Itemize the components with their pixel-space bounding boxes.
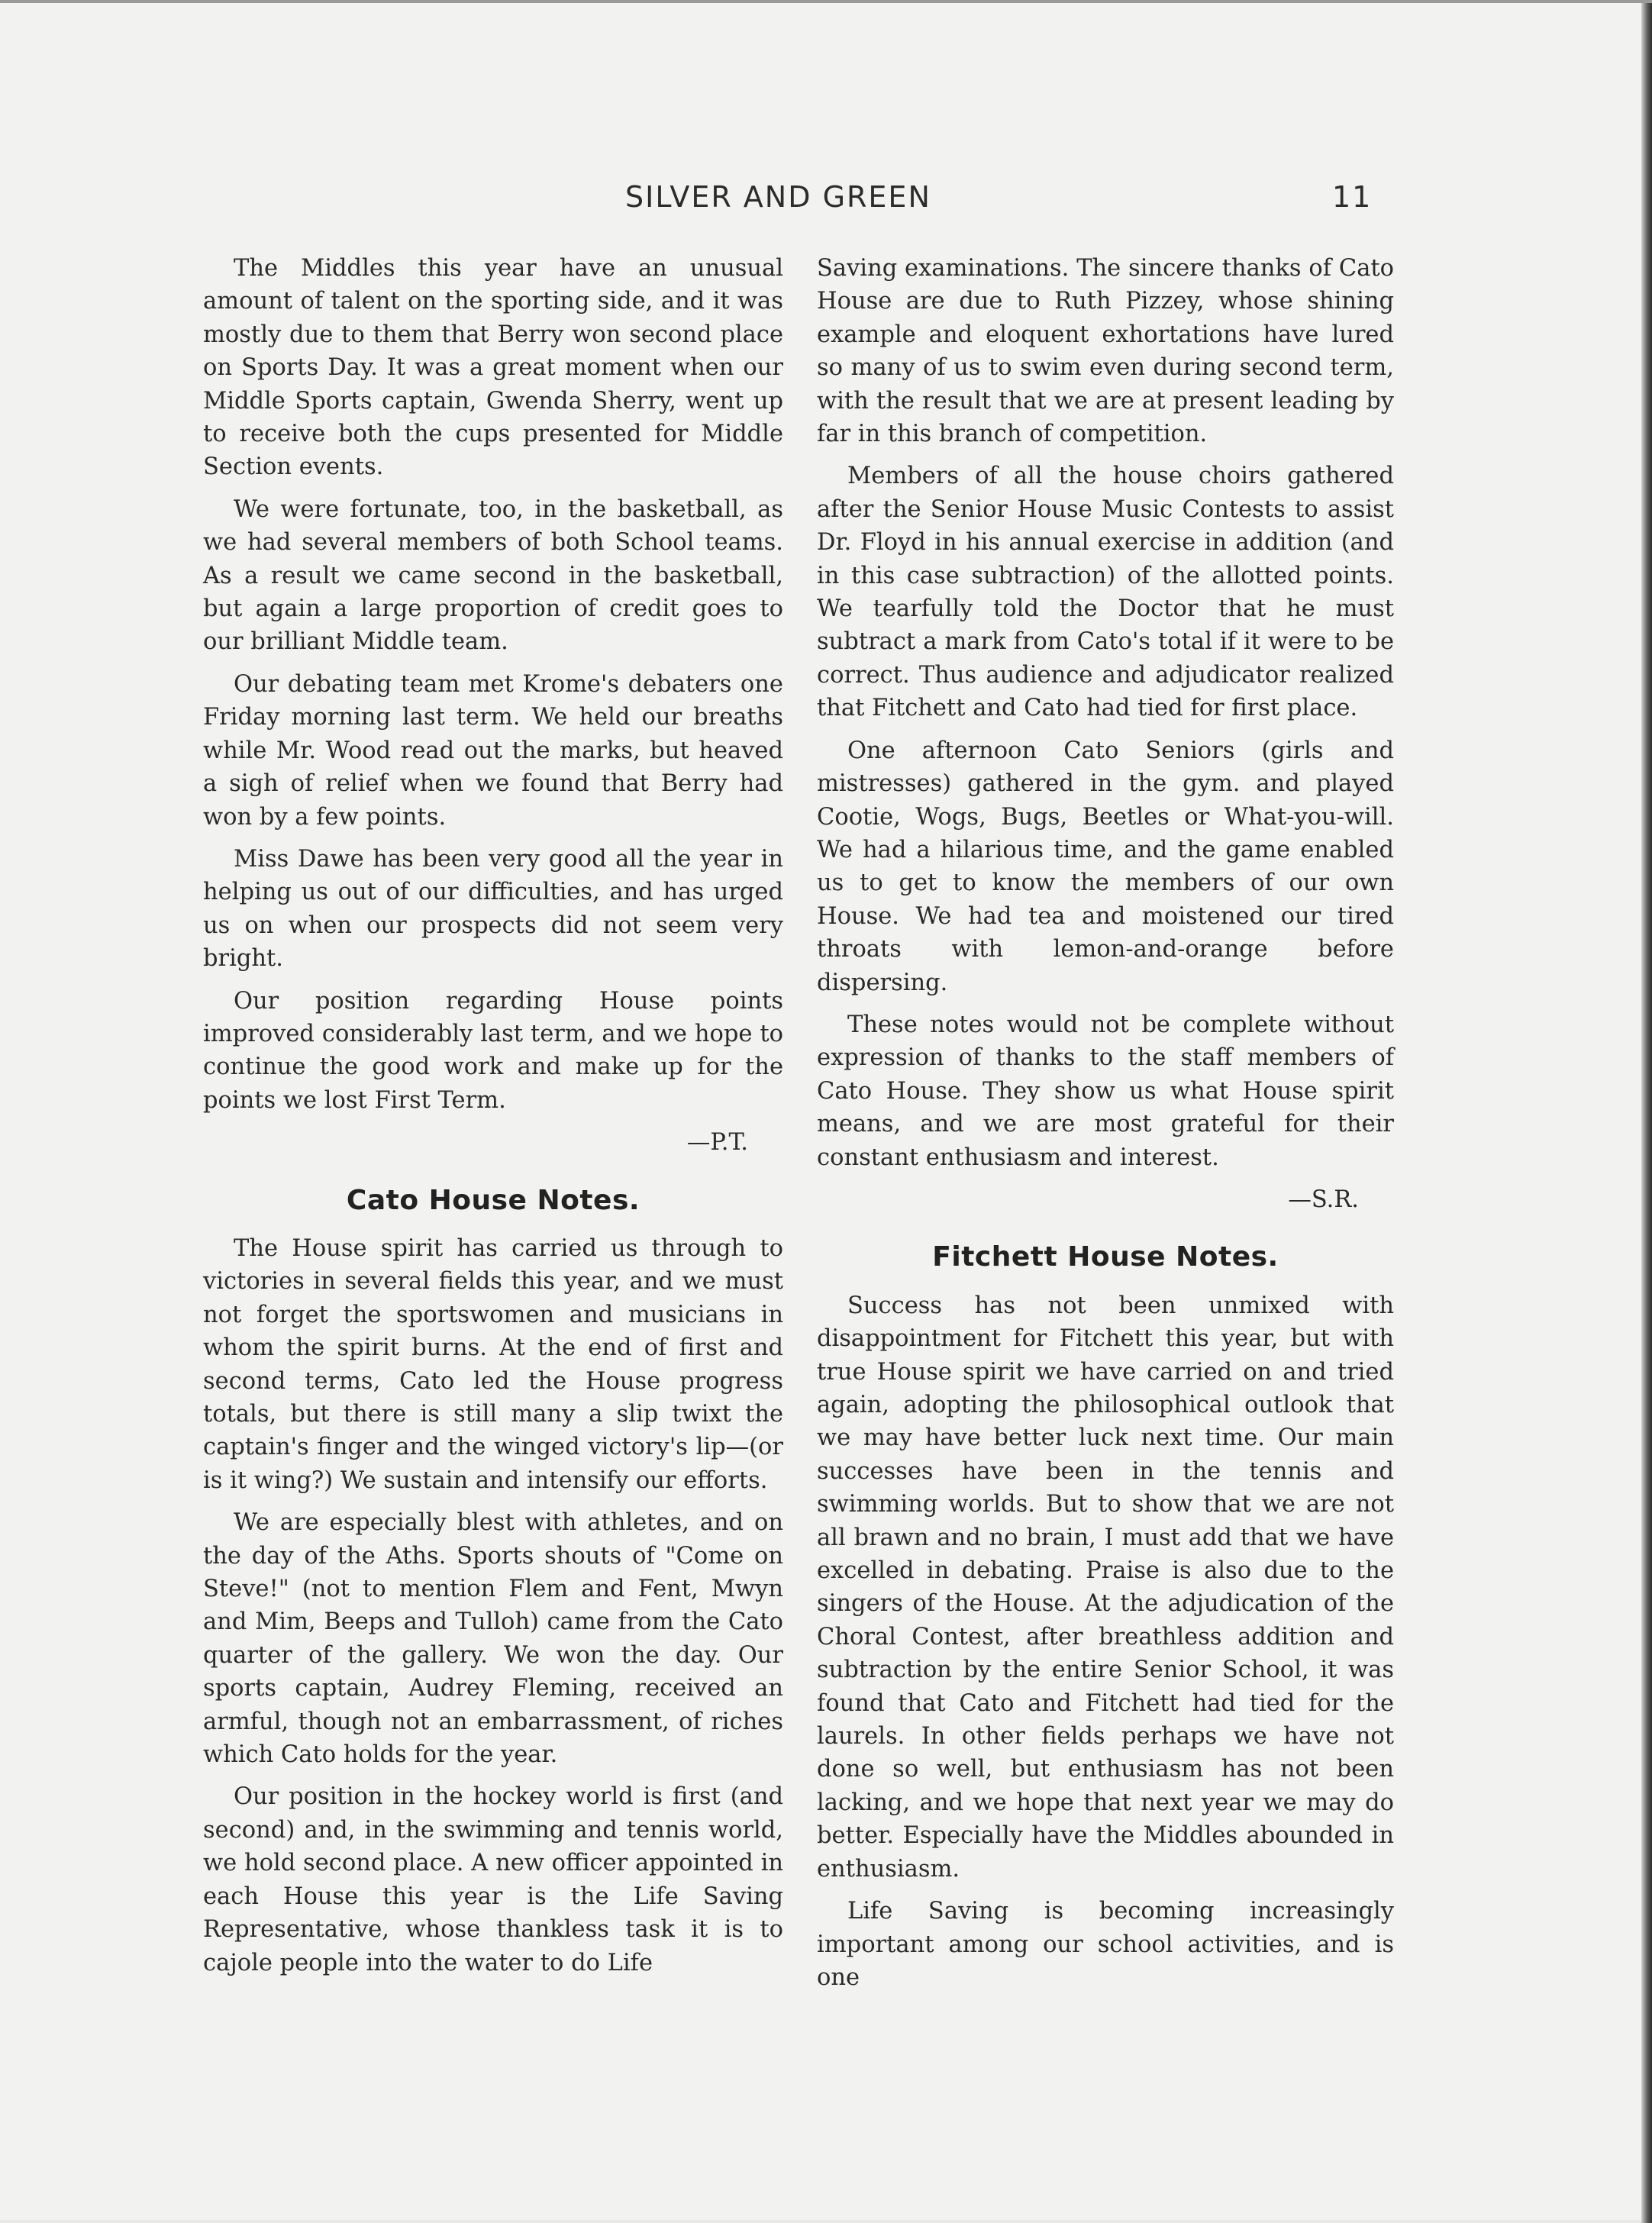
berry-paragraph-5: Our position regarding House points improved considerably last term, and we hope to continue the good work and make up for the points we lost First Term. [203, 987, 783, 1114]
cato-paragraph-5: One afternoon Cato Seniors (girls and mistresses) gathered in the gym. and played Cootie, Wogs, Bugs, Beetles or What-you-will. We had a hilarious time, and the game enabled us to get to know the members of our own House. We had tea and moistened our tired throats with lemon-and-orange before dispersing. [817, 737, 1394, 996]
berry-paragraph-4: Miss Dawe has been very good all the year in helping us out of our difficulties, and has urged us on when our prospects did not seem very bright. [203, 845, 783, 973]
berry-paragraph-2: We were fortunate, too, in the basketball, as we had several members of both School teams. As a result we came second in the basketball, but again a large proportion of credit goes to our brilliant Middle team. [203, 495, 783, 656]
page-number: 11 [1332, 180, 1373, 214]
cato-paragraph-3: Our position in the hockey world is first (and second) and, in the swimming and tennis world, we hold second place. A new officer appointed in each House this year is the Life Saving Representative, whose thankless task it is to cajole people into the water to do Life [203, 1783, 783, 1976]
binding-edge [1641, 3, 1652, 2223]
right-column [817, 252, 1394, 2003]
cato-paragraph-6: These notes would not be complete without expression of thanks to the staff members of Cato House. They show us what House spirit means, and we are most grateful for their constant enthusiasm and interest. [817, 1011, 1394, 1171]
publication-title: SILVER AND GREEN [625, 180, 931, 214]
cato-paragraph-1: The House spirit has carried us through to victories in several fields this year, and we must not forget the sportswomen and musicians in whom the spirit burns. At the end of first and second terms, Cato led the House progress totals, but there is still many a slip twixt the captain's finger and the winged victory's lip—(or is it wing?) We sustain and intensify our efforts. [203, 1234, 783, 1494]
fitchett-paragraph-2: Life Saving is becoming increasingly important among our school activities, and is one [817, 1898, 1394, 1991]
cato-paragraph-4: Members of all the house choirs gathered after the Senior House Music Contests to assist Dr. Floyd in his annual exercise in addition (and in this case subtraction) of the allotted points. We tearfully told the Doctor that he must subtract a mark from Cato's total if it were to be correct. Thus audience and adjudicator realized that Fitchett and Cato had tied for first place. [817, 463, 1394, 722]
fitchett-paragraph-1: Success has not been unmixed with disappointment for Fitchett this year, but with true House spirit we have carried on and tried again, adopting the philosophical outlook that we may have better luck next time. Our main successes have been in the tennis and swimming worlds. But to show that we are not all brawn and no brain, I must add that we have excelled in debating. Praise is also due to the singers of the House. At the adjudication of the Choral Contest, after breathless addition and subtraction by the entire Senior School, it was found that Cato and Fitchett had tied for the laurels. In other fields perhaps we have not done so well, but enthusiasm has not been lacking, and we hope that next year we may do better. Especially have the Middles abounded in enthusiasm. [817, 1292, 1394, 1883]
berry-paragraph-1: The Middles this year have an unusual amount of talent on the sporting side, and it was mostly due to them that Berry won second place on Sports Day. It was a great moment when our Middle Sports captain, Gwenda Sherry, went up to receive both the cups presented for Middle Section events. [203, 255, 783, 481]
fitchett-house-heading: Fitchett House Notes. [932, 1241, 1279, 1273]
cato-continuation: Saving examinations. The sincere thanks of Cato House are due to Ruth Pizzey, whose shining example and eloquent exhortations have lured so many of us to swim even during second term, with the result that we are at present leading by far in this branch of competition. [817, 255, 1394, 448]
berry-paragraph-3: Our debating team met Krome's debaters one Friday morning last term. We held our breaths while Mr. Wood read out the marks, but heaved a sigh of relief when we found that Berry had won by a few points. [203, 670, 783, 831]
berry-signature: —P.T. [686, 1129, 748, 1157]
left-column [203, 252, 783, 1989]
cato-paragraph-2: We are especially blest with athletes, and on the day of the Aths. Sports shouts of "Come on Steve!" (not to mention Flem and Fent, Mwyn and Mim, Beeps and Tulloh) came from the Cato quarter of the gallery. We won the day. Our sports captain, Audrey Fleming, received an armful, though not an embarrassment, of riches which Cato holds for the year. [203, 1509, 783, 1769]
cato-house-heading: Cato House Notes. [346, 1184, 640, 1216]
cato-signature: —S.R. [1288, 1186, 1359, 1213]
